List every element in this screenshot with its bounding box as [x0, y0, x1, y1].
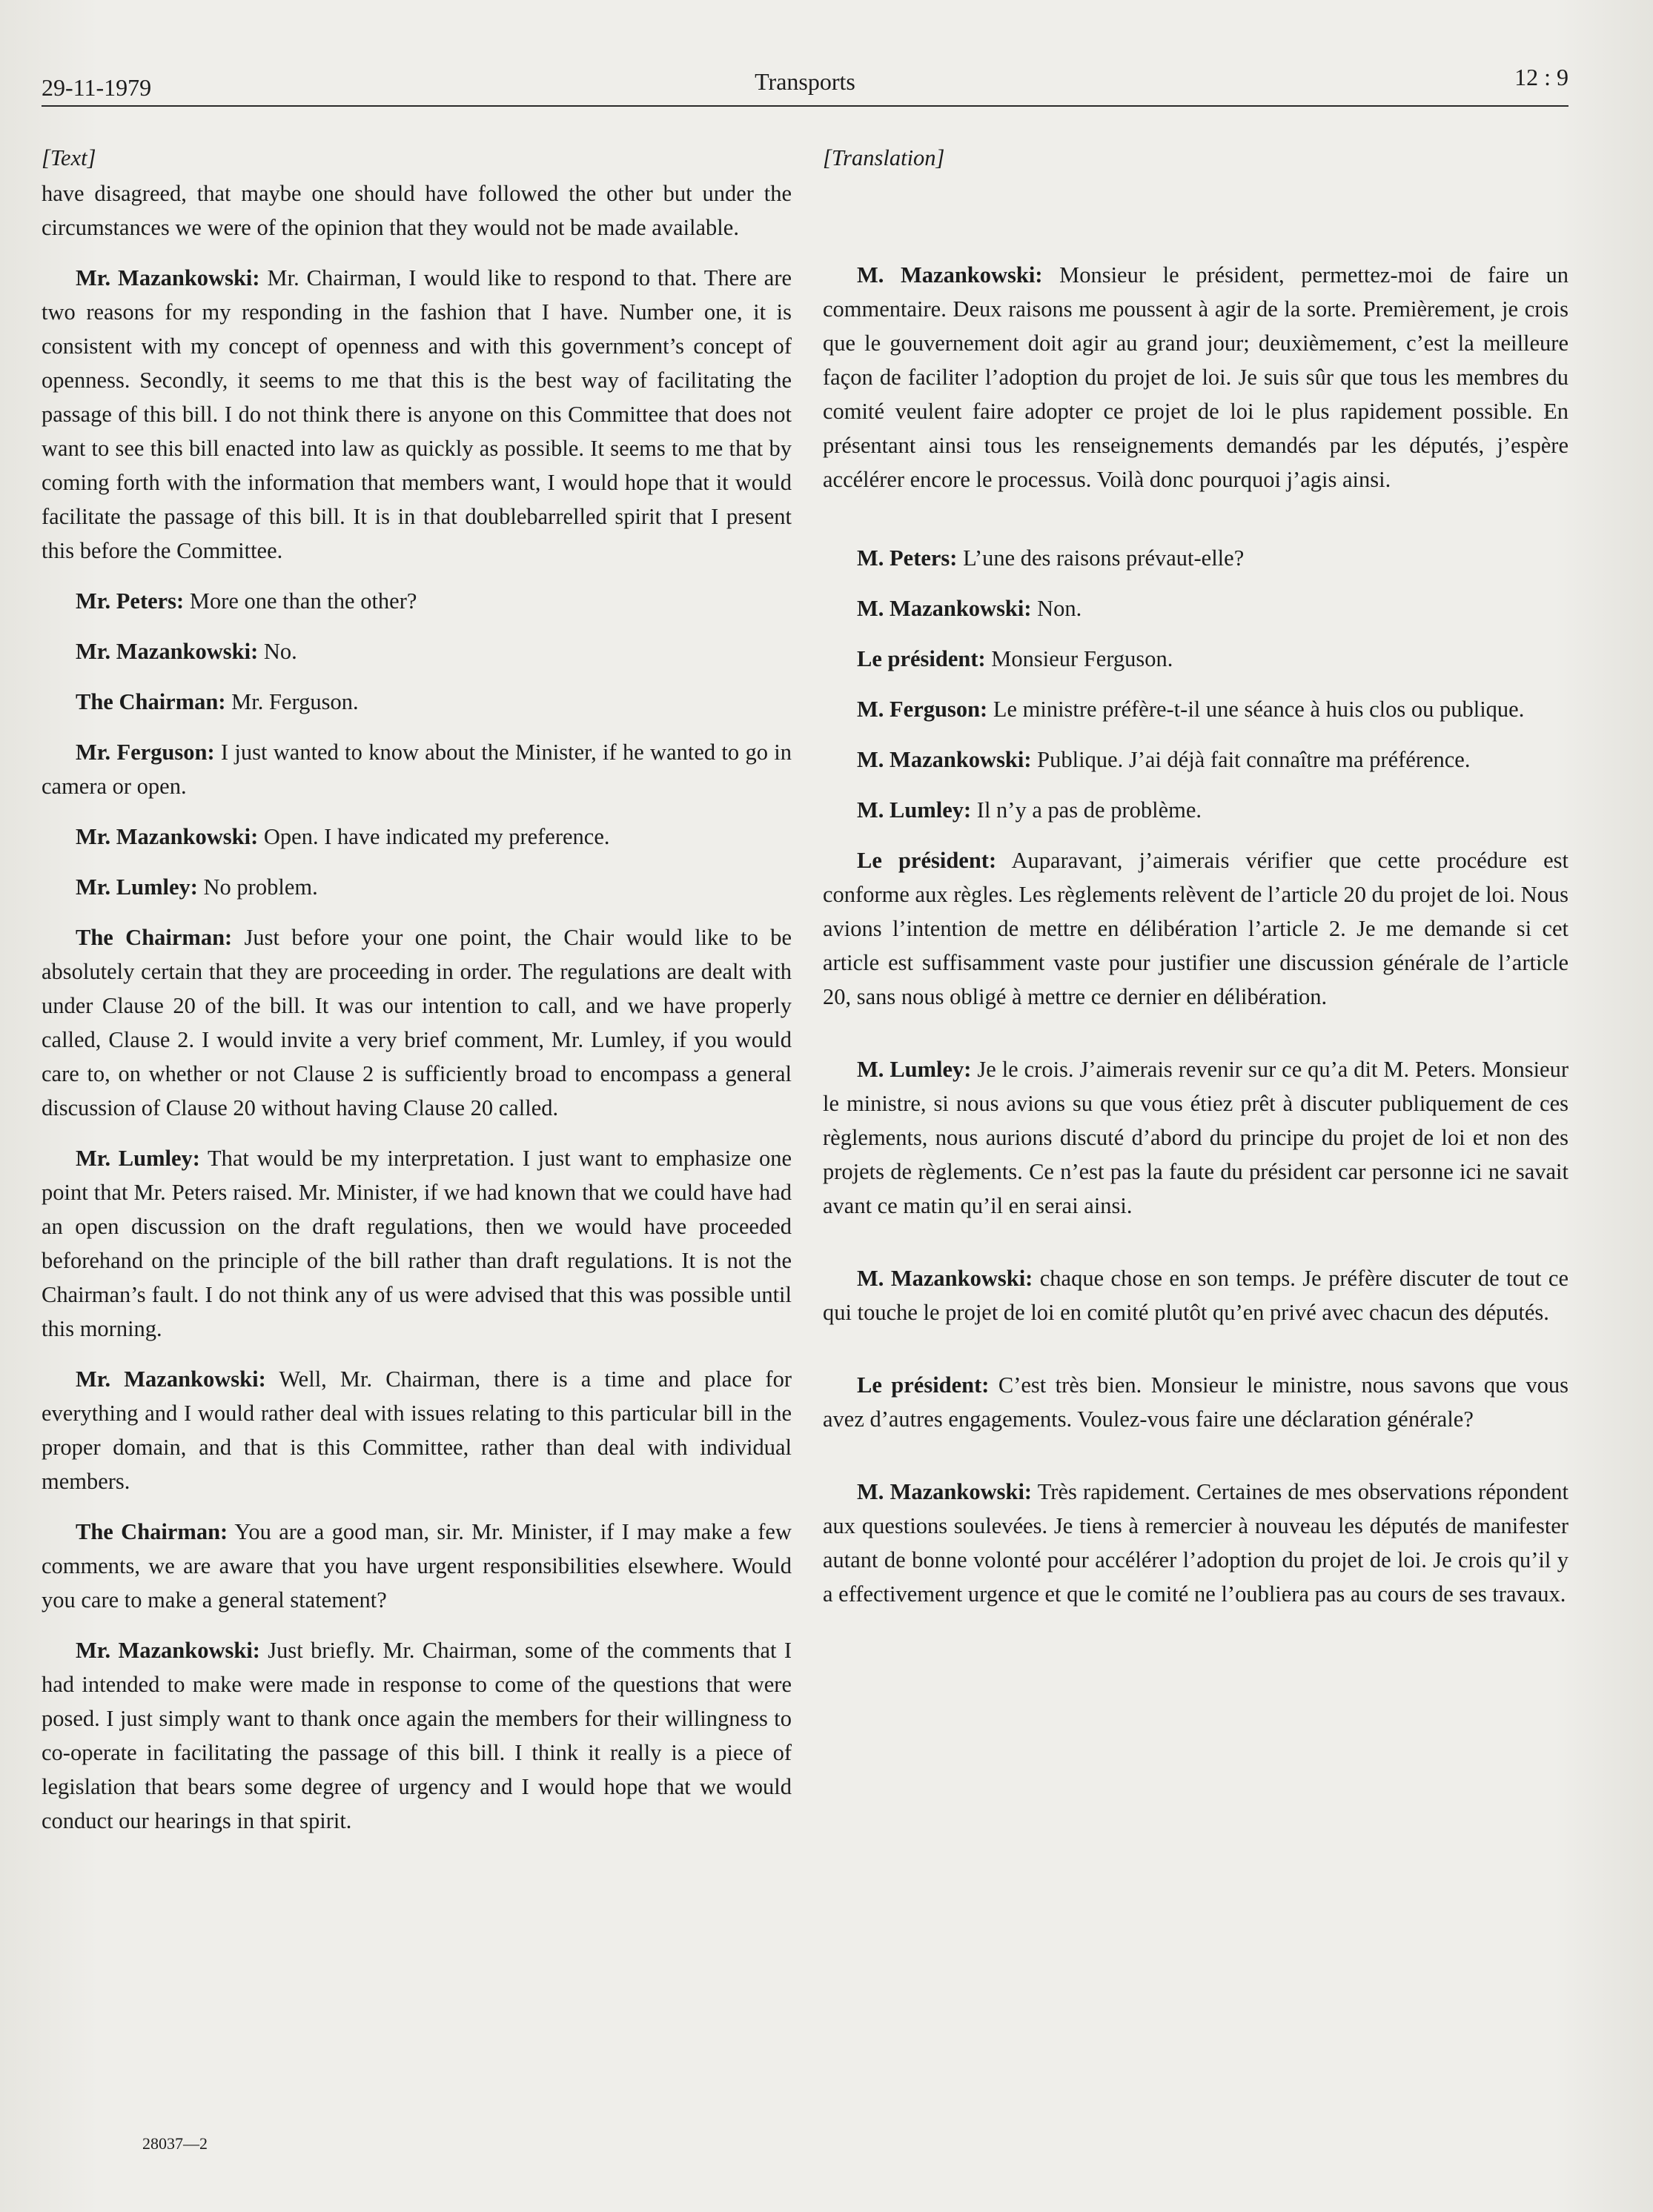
- transcript-paragraph: [823, 642, 1568, 676]
- speaker-name: Mr. Ferguson:: [76, 740, 215, 765]
- paragraph-text: chaque chose en son temps. Je préfère discuter de tout ce qui touche le projet de loi en comité plutôt qu’en privé avec chacun des députés.: [823, 1266, 1568, 1325]
- header-page-number: 12 : 9: [1514, 64, 1568, 90]
- speaker-name: M. Mazankowski:: [857, 747, 1032, 772]
- transcript-paragraph: [823, 793, 1568, 827]
- speaker-name: M. Peters:: [857, 545, 958, 571]
- speaker-name: M. Mazankowski:: [857, 1479, 1033, 1504]
- speaker-name: The Chairman:: [76, 689, 226, 714]
- paragraph-text: Très rapidement. Certaines de mes observations répondent aux questions soulevées. Je tiens à remercier à nouveau les députés de manifester autant de bonne volonté pour accélérer l’adoption du projet de loi. Je crois qu’il y a effectivement urgence et que le comité ne l’oubliera pas au cours de ses travaux.: [823, 1479, 1568, 1607]
- paragraph-text: No.: [258, 639, 297, 664]
- transcript-paragraph: [823, 843, 1568, 1014]
- speaker-name: The Chairman:: [76, 925, 233, 950]
- transcript-paragraph: [42, 1141, 792, 1346]
- speaker-name: Le président:: [857, 646, 986, 671]
- speaker-name: M. Mazankowski:: [857, 262, 1043, 288]
- speaker-name: Mr. Peters:: [76, 588, 185, 614]
- paragraph-text: Well, Mr. Chairman, there is a time and place for everything and I would rather deal with issues relating to this particular bill in the proper domain, and that is this Committee, rather than deal with individual members.: [42, 1366, 792, 1494]
- transcript-paragraph: [823, 692, 1568, 726]
- paragraph-text: You are a good man, sir. Mr. Minister, if I may make a few comments, we are aware that you have urgent responsibilities elsewhere. Would you care to make a general statement?: [42, 1519, 792, 1612]
- transcript-paragraph: [823, 743, 1568, 777]
- speaker-name: The Chairman:: [76, 1519, 228, 1544]
- header-rule: [42, 105, 1568, 107]
- speaker-name: M. Ferguson:: [857, 697, 988, 722]
- header-title: Transports: [755, 68, 855, 95]
- transcript-paragraph: [823, 1261, 1568, 1329]
- transcript-paragraph: [42, 1633, 792, 1838]
- transcript-paragraph: [42, 920, 792, 1125]
- footer-code: 28037—2: [142, 2134, 208, 2153]
- paragraph-text: Just before your one point, the Chair would like to be absolutely certain that they are proceeding in order. The regulations are dealt with under Clause 20 of the bill. It was our intention to call, and we have properly called, Clause 2. I would invite a very brief comment, Mr. Lumley, if you would care to, on whether or not Clause 2 is sufficiently broad to encompass a general discussion of Clause 20 without having Clause 20 called.: [42, 925, 792, 1120]
- english-column: [42, 141, 792, 1854]
- transcript-paragraph: [42, 176, 792, 245]
- paragraph-text: Publique. J’ai déjà fait connaître ma préférence.: [1031, 747, 1471, 772]
- paragraph-text: Le ministre préfère-t-il une séance à huis clos ou publique.: [987, 697, 1525, 722]
- transcript-paragraph: [42, 1362, 792, 1498]
- paragraph-text: C’est très bien. Monsieur le ministre, nous savons que vous avez d’autres engagements. Voulez-vous faire une déclaration générale?: [823, 1372, 1569, 1432]
- speaker-name: Mr. Mazankowski:: [76, 1638, 260, 1663]
- speaker-name: M. Lumley:: [857, 1057, 972, 1082]
- transcript-paragraph: [42, 1515, 792, 1617]
- paragraph-text: Auparavant, j’aimerais vérifier que cette procédure est conforme aux règles. Les règlements relèvent de l’article 20 du projet de loi. Nous avions l’intention de mettre en délibération l’article 2. Je me demande si cet article est suffisamment vaste pour justifier une discussion générale de l’article 20, sans nous obligé à mettre ce dernier en délibération.: [823, 848, 1568, 1009]
- transcript-paragraph: [42, 584, 792, 618]
- paragraph-text: L’une des raisons prévaut-elle?: [957, 545, 1245, 571]
- speaker-name: M. Lumley:: [857, 797, 972, 823]
- transcript-paragraph: [42, 685, 792, 719]
- paragraph-text: Monsieur Ferguson.: [985, 646, 1173, 671]
- transcript-paragraph: [42, 261, 792, 568]
- paragraph-text: have disagreed, that maybe one should have followed the other but under the circumstances we were of the opinion that they would not be made available.: [42, 181, 792, 240]
- french-column: [823, 141, 1568, 1627]
- transcript-paragraph: [823, 541, 1568, 575]
- paragraph-text: I just wanted to know about the Minister, if he wanted to go in camera or open.: [42, 740, 792, 799]
- page-header: [42, 64, 1568, 99]
- speaker-name: Mr. Lumley:: [76, 874, 198, 900]
- transcript-paragraph: [823, 258, 1568, 496]
- language-label-text: [Text]: [42, 145, 96, 170]
- paragraph-text: No problem.: [197, 874, 318, 900]
- transcript-paragraph: [42, 820, 792, 854]
- paragraph-text: Il n’y a pas de problème.: [971, 797, 1202, 823]
- paragraph-text: Monsieur le président, permettez-moi de faire un commentaire. Deux raisons me poussent à agir de la sorte. Premièrement, je crois que le gouvernement doit agir au grand jour; deuxièmement, c’est la meilleure façon de faciliter l’adoption du projet de loi. Je suis sûr que tous les membres du comité veulent faire adopter ce projet de loi le plus rapidement possible. En présentant ainsi tous les renseignements demandés par les députés, j’espère accélérer encore le processus. Voilà donc pourquoi j’agis ainsi.: [823, 262, 1568, 492]
- header-date: 29-11-1979: [42, 74, 152, 101]
- speaker-name: Mr. Mazankowski:: [76, 265, 260, 290]
- transcript-paragraph: [823, 1052, 1568, 1223]
- paragraph-text: Non.: [1031, 596, 1082, 621]
- paragraph-text: Open. I have indicated my preference.: [258, 824, 610, 849]
- speaker-name: Mr. Mazankowski:: [76, 1366, 266, 1392]
- paragraph-text: That would be my interpretation. I just want to emphasize one point that Mr. Peters raised. Mr. Minister, if we had known that we could have had an open discussion on the draft regulations, then we would have proceeded beforehand on the principle of the bill rather than draft regulations. It is not the Chairman’s fault. I do not think any of us were advised that this was possible until this morning.: [42, 1146, 792, 1341]
- language-label-text: [Translation]: [823, 145, 945, 170]
- transcript-paragraph: [823, 1475, 1568, 1611]
- paragraph-text: More one than the other?: [184, 588, 417, 614]
- paragraph-text: Mr. Ferguson.: [225, 689, 359, 714]
- speaker-name: M. Mazankowski:: [857, 1266, 1033, 1291]
- speaker-name: Mr. Lumley:: [76, 1146, 200, 1171]
- paragraph-text: Je le crois. J’aimerais revenir sur ce qu’a dit M. Peters. Monsieur le ministre, si nous avions su que vous étiez prêt à discuter publiquement de ces règlements, nous aurions discuté d’abord du principe du projet de loi et non des projets de règlements. Ce n’est pas la faute du président car personne ici ne savait avant ce matin qu’il en serai ainsi.: [823, 1057, 1569, 1218]
- transcript-paragraph: [823, 1368, 1568, 1436]
- transcript-paragraph: [823, 591, 1568, 625]
- transcript-paragraph: [42, 870, 792, 904]
- paragraph-text: Just briefly. Mr. Chairman, some of the comments that I had intended to make were made in response to come of the questions that were posed. I just simply want to thank once again the members for their willingness to co-operate in facilitating the passage of this bill. I think it really is a piece of legislation that bears some degree of urgency and I would hope that we would conduct our hearings in that spirit.: [42, 1638, 792, 1833]
- transcript-paragraph: [42, 735, 792, 803]
- transcript-paragraph: [42, 634, 792, 668]
- speaker-name: M. Mazankowski:: [857, 596, 1032, 621]
- speaker-name: Le président:: [857, 848, 997, 873]
- paragraph-text: Mr. Chairman, I would like to respond to that. There are two reasons for my responding in the fashion that I have. Number one, it is consistent with my concept of openness and with this government’s concept of openness. Secondly, it seems to me that this is the best way of facilitating the passage of this bill. I do not think there is anyone on this Committee that does not want to see this bill enacted into law as quickly as possible. It seems to me that by coming forth with the information that members want, I would hope that it would facilitate the passage of this bill. It is in that doublebarrelled spirit that I present this before the Committee.: [42, 265, 792, 563]
- speaker-name: Mr. Mazankowski:: [76, 639, 259, 664]
- speaker-name: Le président:: [857, 1372, 990, 1398]
- speaker-name: Mr. Mazankowski:: [76, 824, 259, 849]
